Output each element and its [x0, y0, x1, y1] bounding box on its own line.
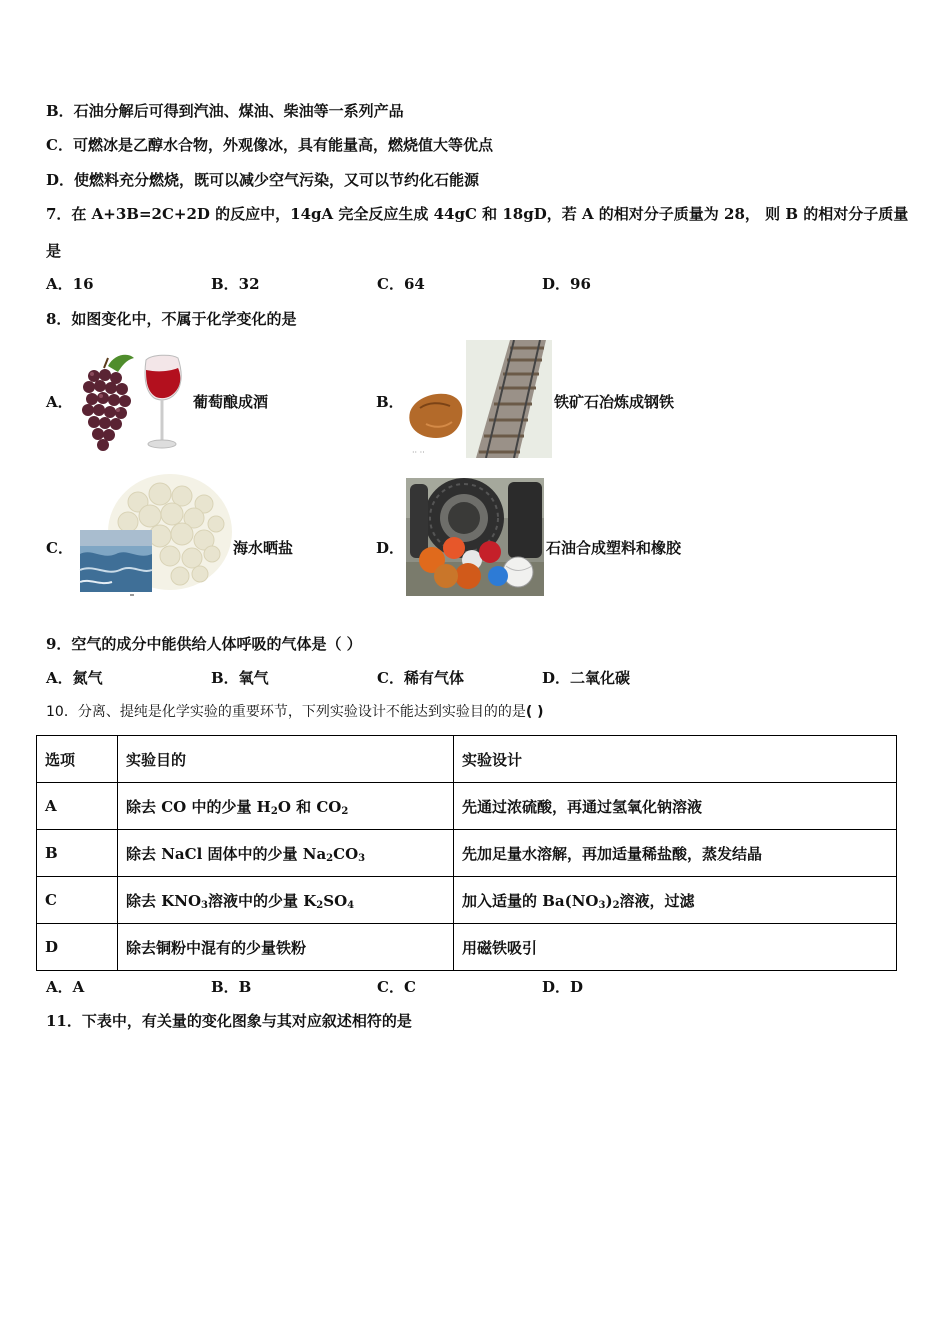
- table-row: [37, 877, 897, 924]
- grapes-wine-icon: [74, 352, 190, 454]
- q8-choice-d-letter: D．: [376, 539, 405, 557]
- q9-option-d: D．二氧化碳: [542, 669, 631, 687]
- header-option: 选项: [37, 736, 118, 783]
- row-option: D: [37, 924, 118, 971]
- row-purpose: 除去铜粉中混有的少量铁粉: [118, 924, 454, 971]
- q8-stem: 8．如图变化中，不属于化学变化的是: [46, 310, 297, 328]
- q9-option-c: C．稀有气体: [377, 669, 464, 687]
- q9-option-b: B．氧气: [211, 669, 269, 687]
- row-design: 加入适量的 $Ba(NO_3)_2$溶液，过滤: [454, 877, 897, 924]
- q8-choice-b-caption: 铁矿石冶炼成钢铁: [554, 393, 675, 411]
- q10-option-d: D．D: [542, 978, 584, 996]
- q8-choice-d-caption: 石油合成塑料和橡胶: [546, 539, 682, 557]
- q10-stem-text: 分离、提纯是化学实验的重要环节，下列实验设计不能达到实验目的的是: [77, 704, 526, 720]
- q6-option-d: D．使燃料充分燃烧，既可以减少空气污染，又可以节约化石能源: [46, 171, 480, 189]
- row-design: 用磁铁吸引: [454, 924, 897, 971]
- svg-text:·· ··: ·· ··: [412, 448, 425, 457]
- row-purpose: 除去 $KNO_3$溶液中的少量 $K_2SO_4$: [118, 877, 454, 924]
- q10-stem-paren: ( ): [525, 704, 544, 720]
- q9-stem: 9．空气的成分中能供给人体呼吸的气体是（ ）: [46, 635, 362, 653]
- q7-option-d: D．96: [542, 275, 591, 293]
- q8-choice-b-letter: B．: [376, 393, 404, 411]
- q10-option-c: C．C: [377, 978, 416, 996]
- q8-choice-c-letter: C．: [46, 539, 73, 557]
- q11-stem: 11．下表中，有关量的变化图象与其对应叙述相符的是: [46, 1012, 412, 1030]
- q10-option-b: B．B: [211, 978, 252, 996]
- q10-stem: [46, 701, 544, 723]
- q7-stem-continued: 是: [46, 242, 62, 260]
- tires-balls-icon: [406, 478, 544, 596]
- q7-option-c: C．64: [377, 275, 425, 293]
- header-design: 实验设计: [454, 736, 897, 783]
- table-row: [37, 830, 897, 877]
- row-option: C: [37, 877, 118, 924]
- table-header-row: [37, 736, 897, 783]
- q10-number: 10．: [46, 704, 78, 720]
- q7-options: [46, 273, 906, 295]
- q10-option-a: A．A: [46, 978, 85, 996]
- row-option: A: [37, 783, 118, 830]
- q8-choice-a-caption: 葡萄酿成酒: [193, 393, 269, 411]
- q6-option-c: C．可燃冰是乙醇水合物，外观像冰，具有能量高，燃烧值大等优点: [46, 136, 493, 154]
- q7-option-a: A．16: [46, 275, 94, 293]
- table-row: [37, 783, 897, 830]
- salt-seawater-icon: [78, 474, 234, 598]
- table-row: [37, 924, 897, 971]
- q7-stem: 7．在 A+3B=2C+2D 的反应中，14gA 完全反应生成 44gC 和 18gD，若 A 的相对分子质量为 28， 则 B 的相对分子质量: [46, 205, 909, 223]
- row-purpose: 除去 CO 中的少量 $H_2O$ 和 $CO_2$: [118, 783, 454, 830]
- row-design: 先加足量水溶解，再加适量稀盐酸，蒸发结晶: [454, 830, 897, 877]
- q7-option-b: B．32: [211, 275, 260, 293]
- experiment-table: [36, 735, 897, 971]
- q9-options: [46, 667, 906, 689]
- row-purpose: 除去 NaCl 固体中的少量 $Na_2CO_3$: [118, 830, 454, 877]
- header-purpose: 实验目的: [118, 736, 454, 783]
- row-option: B: [37, 830, 118, 877]
- q9-option-a: A．氮气: [46, 669, 103, 687]
- iron-ore-rail-icon: [406, 340, 552, 458]
- q8-choice-c-caption: 海水晒盐: [233, 539, 294, 557]
- row-design: 先通过浓硫酸，再通过氢氧化钠溶液: [454, 783, 897, 830]
- q6-option-b: B．石油分解后可得到汽油、煤油、柴油等一系列产品: [46, 102, 404, 120]
- q8-choice-a-letter: A．: [46, 393, 73, 411]
- q10-options: [46, 976, 906, 998]
